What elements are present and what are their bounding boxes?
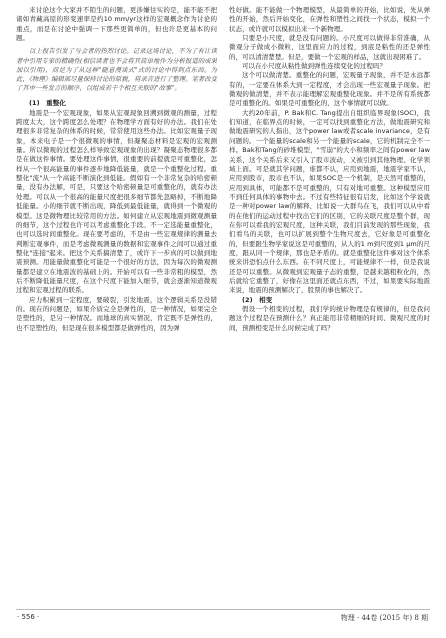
right-para-5: 大约20年前，P. Bak和C. Tang提出自组织临界现象(SOC)，我们知道，在临界点的时候，一定可以找到重整化方法，做地震研究和做地震研究的人指出，这个power law或者scale invariance，是有问题的。一个能量的scale和另一个能量的scale，它的机制完全不一样。Bak和Tang的砂堆模型，"雪崩"的大小和频率之间有power law关系，这个关系后来又引入了股市波动，又被引到其他物理、化学领域上面。可是就其学问题，谁都不认，应用到地震，地震学家不认，应用到股市，股市也不认，如果SOC是一个机制，是天然可重整的，应用到具体，可能都不是可重整的，只有对地可重整。这种模型应用不到任何具体的事物中去。不过有些特征很有启发，比如这个学说就是一种对power law的解释，比如说一大群鸟在飞，我们可以从中看的在他们的运动过程中找出它们的区别，它的关联尺度是整个群，现在你可以看我的宏观尺度，这种关联，我们目前发现的那些现象，我们看鸟的关联，也可以扩展到整个生物尺度去，它好象是可重整化的，但要跟生物学家说这是可重整的，从人的1 m到尺度到1 μm的尺度，跟从同一个规律，那也是矛盾的。就是重整化这件事对这个体系统来讲恐怕点什么东西。在不同尺度上，可能规律不一样，但是我说还是可以重整。从微观到宏观量子态的重整，是越来越粗粒化的，然后就给它重整了，好像在这里面还就点东西，不过，如果要实际地震来说，地震的预测解决了，股票的事也解决了。 bbox=[229, 108, 430, 295]
intro-paragraph: 来讨论这个大家并不陌生的问题，更涉嫌往实的是，能不能不把诸如青藏高原的形变速率是约10 mm/yr这样的宏观概念作为讨论的重点，而是在讨论中强调一下那些更简单的，但也许是更基本的问题。 bbox=[16, 6, 217, 43]
footer-divider bbox=[16, 609, 430, 610]
left-column bbox=[16, 6, 217, 333]
right-para-6: 假设一个相变的过程，我们学的统计物理是有规律的，但是我问题这个过程是在预测什么？真正能用非常精细的时间、微观尺度的时间，预测相变是什么时候完成了吗？ bbox=[229, 305, 430, 332]
right-para-1: 性好做。能不能做一个物理模型，从最简单的开始，比如说，先从弹性的开始，然后开始变化，在弹性和塑性之间找一个状态，模拟一个状态，或许就可以模拟出来一个新物理。 bbox=[229, 6, 430, 33]
section-1-body-2: 应力积累到一定程度，要破裂，引发地震，这个逻辑关系是没错的。现在的问题是，如果介质完全是弹性的，是一种情况，如果完全是塑性的，是另一种情况。而地球的真实情况，肯定既不是弹性的，也不是塑性的，但是现在很多模型都是做弹性的，因为弹 bbox=[16, 295, 217, 332]
right-para-2: 只要是小尺度，就是没有问题的。小尺度可以做得非常准确，从微观分子做成小微粒，这里面应力的过程，到底是粘性的还是弹性的，可以清清楚楚。但是，要做一个宏观的样品，这就出现困难了。 bbox=[229, 34, 430, 61]
right-column bbox=[229, 6, 430, 333]
section-heading-renormalization: (1) 重整化 bbox=[29, 99, 66, 108]
section-1-body: 地震是一个宏观现象，如果从宏观现象回溯到微观的测量，过程跨度太大，这个跨度怎么处理？在物理学方面有好的办法。我们在处理很多非常复杂的体系的时候，常常使用这些办法。比如宏观量子现象，本来电子是一个很微观的事情，但凝聚态材料是宏观的宏观测量。所以微观的过程怎么样导致宏观现象的出现？凝聚态物理很多都是在做这件事情。要处理这件事情，很重要的前提就是可重整化，怎样从一个很高能量的事件逐步地降低能量，就是一个重整化过程。重整化"流"从一个高能不断演化到低能。假如有一个非常复杂的哈密顿量，没有办法解，可是，只要这个哈密顿量是可重整化的，就有办法处理。可以从一个很高的能量尺度把很多细节都先忽略掉，不断地降低能量。小的细节就不断出现，降低到最低能量，就得到一个微观的模型。这是微物理比较常用的方法。如何建立从宏观地震到微观测量的细节，这个过程也许可以考虑重整化手段。不一定选能量重整化，也可以选时间重整化。现在要考虑的，不是由一些宏观规律的测量去判断宏观事件，而是考虑微观测量的数据和宏观事件之间可以通过重整化"连接"起来。把这个关系搞清楚了，或许下一步真的可以做到地震预测。用能量做重整化可能是一个很好的方法，因为每次的微观测量都是建立在地震波的基础上的。开始可以有一些非常粗的模型，然后不断降低能量尺度，在这个尺度下能加入细节，就会逐渐知道微观过程和宏观过程的联系。 bbox=[16, 108, 217, 295]
editor-note bbox=[16, 47, 217, 93]
right-para-3: 可以在小尺度从粘性做到弹性连续变化的过程吗？ bbox=[242, 62, 387, 71]
editor-note-text: 以上报告引发了与会者的热烈讨论。记录这场讨论，不为了有让读者中引用专家的精确性(相信读者也不会将其简单地作为分析报道的成果加以引用)，而是为了从这种"随意漫谈式"式的讨论中得到点东西。为此，《物理》编辑部尽量保持讨论的原貌，将录音进行了整理。笔者改变了其中一些发言的顺序，以组成若干个相互关联的"故事"。 bbox=[16, 48, 217, 93]
right-para-4: 这个可以做清楚。重整化的问题，宏观量子现象，并不是永远都有的，一定要在体系大到一定程度，才会出现一些宏观量子现象。把微观的做清楚，并不表示能理解宏观重整化现象。并不是所有系统都是可重整化的。如果是可重整化的，这个事情就可以做。 bbox=[229, 71, 430, 108]
page-number: · 556 · bbox=[17, 613, 40, 621]
section-heading-phase-transition: (2) 相变 bbox=[242, 295, 273, 304]
journal-citation: 物理 · 44卷 (2015 年) 8 期 bbox=[340, 614, 428, 622]
